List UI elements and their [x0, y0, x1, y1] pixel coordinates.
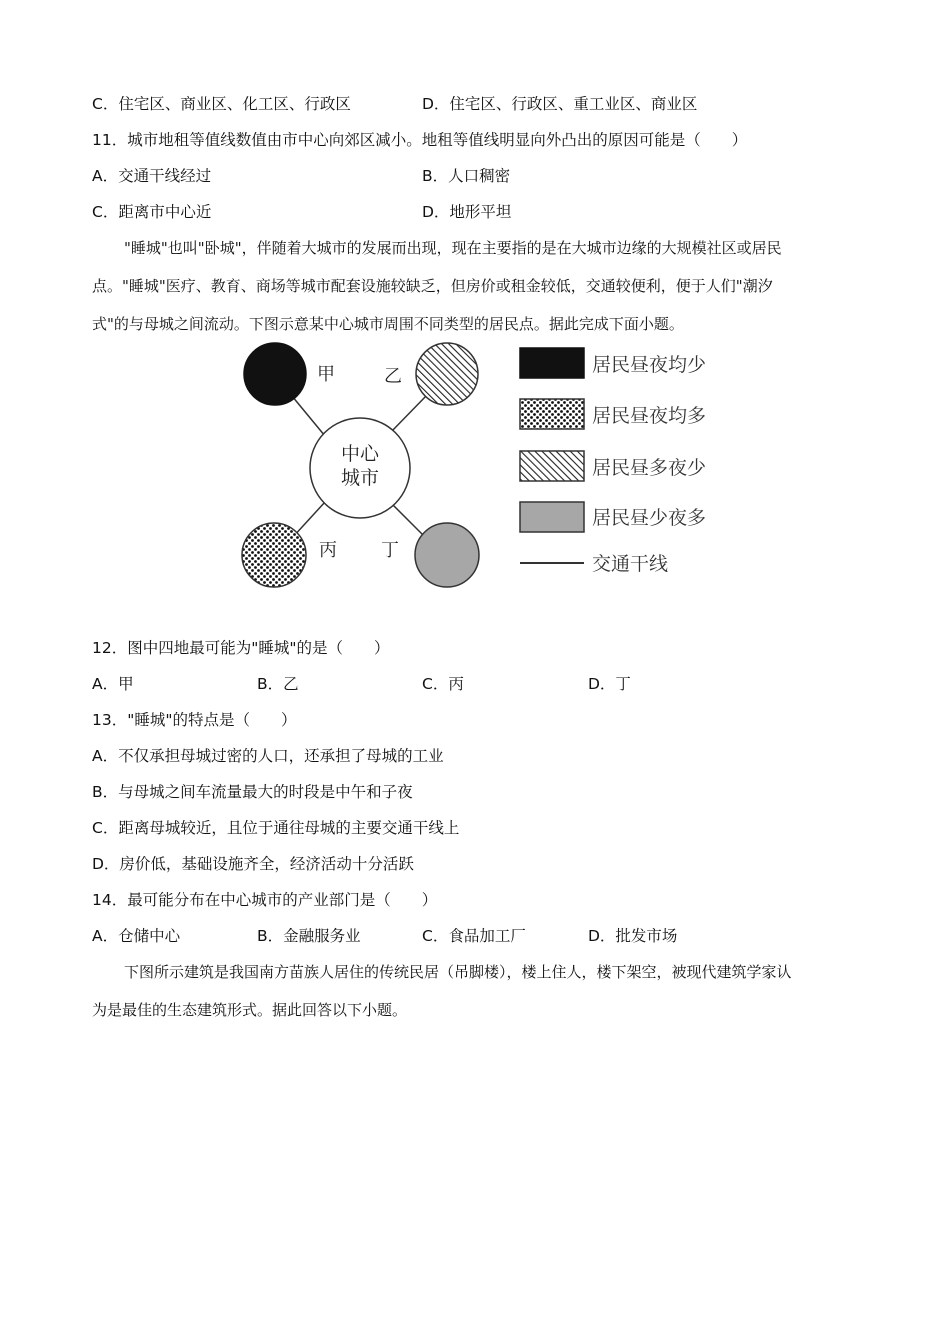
- q13-option-b: B．与母城之间车流量最大的时段是中午和子夜: [92, 783, 413, 801]
- center-city-label-2: 城市: [340, 467, 380, 489]
- q11-option-d: D．地形平坦: [422, 203, 512, 221]
- legend-hatched-label: 居民昼多夜少: [592, 457, 707, 479]
- passage2-line2: 为是最佳的生态建筑形式。据此回答以下小题。: [92, 1001, 408, 1019]
- q11-option-b: B．人口稠密: [422, 167, 511, 185]
- q12-option-c: C．丙: [422, 675, 464, 693]
- q12-stem: 12．图中四地最可能为"睡城"的是（ ）: [92, 639, 390, 657]
- q12-option-d: D．丁: [588, 675, 631, 693]
- node-bing-circle: [242, 523, 306, 587]
- q13-option-d: D．房价低，基础设施齐全，经济活动十分活跃: [92, 855, 414, 873]
- q12-option-a: A．甲: [92, 675, 134, 693]
- legend-dotted-swatch: [520, 399, 584, 429]
- legend-gray-swatch: [520, 502, 584, 532]
- legend-gray-label: 居民昼少夜多: [592, 507, 707, 529]
- passage1-line2: 点。"睡城"医疗、教育、商场等城市配套设施较缺乏，但房价或租金较低，交通较便利，便于人们"潮汐: [92, 277, 773, 295]
- q13-option-c: C．距离母城较近，且位于通往母城的主要交通干线上: [92, 819, 460, 837]
- node-bing-label: 丙: [319, 540, 337, 561]
- passage2-line1: 下图所示建筑是我国南方苗族人居住的传统民居（吊脚楼），楼上住人，楼下架空，被现代建筑学家认: [124, 963, 792, 981]
- q14-option-c: C．食品加工厂: [422, 927, 526, 945]
- road-ding: [390, 502, 426, 538]
- q12-option-b: B．乙: [257, 675, 299, 693]
- q11-option-a: A．交通干线经过: [92, 167, 212, 185]
- road-jia: [292, 396, 325, 436]
- node-ding-circle: [415, 523, 479, 587]
- passage1-line3: 式"的与母城之间流动。下图示意某中心城市周围不同类型的居民点。据此完成下面小题。: [92, 315, 684, 333]
- node-yi-circle: [416, 343, 478, 405]
- legend-dotted-label: 居民昼夜均多: [592, 405, 707, 427]
- legend-line-label: 交通干线: [592, 553, 669, 575]
- q14-option-d: D．批发市场: [588, 927, 678, 945]
- q10-option-d: D．住宅区、行政区、重工业区、商业区: [422, 95, 698, 113]
- legend-black-swatch: [520, 348, 584, 378]
- legend-hatched-swatch: [520, 451, 584, 481]
- q14-option-b: B．金融服务业: [257, 927, 361, 945]
- q14-stem: 14．最可能分布在中心城市的产业部门是（ ）: [92, 891, 438, 909]
- node-ding-label: 丁: [381, 540, 399, 561]
- q13-option-a: A．不仅承担母城过密的人口，还承担了母城的工业: [92, 747, 444, 765]
- q14-option-a: A．仓储中心: [92, 927, 181, 945]
- legend-black-label: 居民昼夜均少: [592, 354, 707, 376]
- q10-option-c: C．住宅区、商业区、化工区、行政区: [92, 95, 351, 113]
- node-yi-label: 乙: [384, 366, 402, 387]
- q11-option-c: C．距离市中心近: [92, 203, 212, 221]
- road-yi: [390, 394, 428, 433]
- q13-stem: 13．"睡城"的特点是（ ）: [92, 711, 297, 729]
- settlement-diagram: [230, 338, 730, 598]
- center-city-label-1: 中心: [340, 443, 380, 465]
- node-jia-circle: [244, 343, 306, 405]
- passage1-line1: "睡城"也叫"卧城"，伴随着大城市的发展而出现，现在主要指的是在大城市边缘的大规模社区或居民: [124, 239, 782, 257]
- node-jia-label: 甲: [317, 364, 335, 385]
- q11-stem: 11．城市地租等值线数值由市中心向郊区减小。地租等值线明显向外凸出的原因可能是（ ）: [92, 131, 748, 149]
